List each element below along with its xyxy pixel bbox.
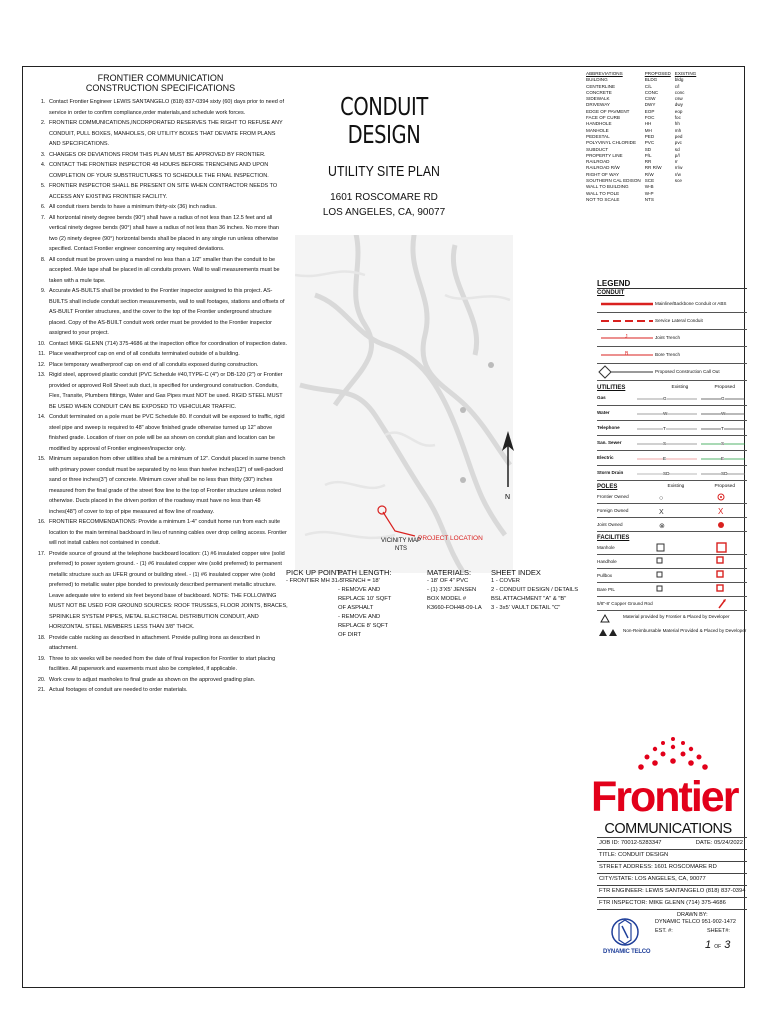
abbr-cell: BUILDING (586, 77, 608, 83)
abbr-cell: FOC (644, 115, 655, 121)
utility-proposed-code: G (721, 396, 725, 401)
abbr-cell: BLDG (644, 77, 658, 83)
abbr-cell: MH (644, 127, 652, 133)
utilities-heading: UTILITIES (597, 385, 626, 391)
pole-label: Foreign Owned (597, 508, 629, 513)
abbr-header-cell: PROPOSED (644, 71, 671, 76)
abbr-cell: sd (674, 146, 680, 152)
facility-label: Handhole (597, 559, 617, 564)
materials-line: BOX MODEL # (427, 596, 467, 602)
spec-item: 16. FRONTIER RECOMMENDATIONS: Provide a minimum 1-4" conduit home run from each suite location to the main terminal backboard in lieu of running cables over drop ceiling access. Frontier will not install cables not contained in conduit. (47, 517, 288, 549)
sheet-label: SHEET#: (707, 928, 730, 934)
pickup-line: - FRONTIER MH 31.5 (286, 578, 343, 584)
pickup-lines (286, 577, 346, 586)
spec-item: 3. CHANGES OR DEVIATIONS FROM THIS PLAN MUST BE APPROVED BY FRONTIER. (47, 150, 288, 161)
conduit-legend-row (597, 313, 747, 330)
abbr-row (586, 197, 700, 203)
abbr-cell: sce (674, 178, 682, 184)
abbr-cell (675, 197, 700, 203)
utility-proposed-code: E (721, 456, 725, 461)
path-line: - TRENCH = 18' (338, 578, 380, 584)
path-line: OF ASPHALT (338, 605, 374, 611)
sheets-line: 1 - COVER (491, 578, 520, 584)
drawing-title: TITLE: CONDUIT DESIGN (597, 850, 747, 862)
facilities-heading: FACILITIES (597, 535, 630, 541)
abbr-cell: RR R/W (644, 165, 662, 171)
abbr-cell: SUBDUCT (586, 146, 609, 152)
abbr-cell: P/L (644, 152, 652, 158)
utility-proposed-code: SD (721, 471, 728, 476)
drawn-by-block (597, 910, 747, 966)
abbr-cell: EDGE OF PAVMENT (586, 108, 630, 114)
drawing-sheet (22, 66, 745, 988)
utility-name: Storm Drain (597, 470, 624, 475)
facility-legend-row (597, 583, 747, 597)
vicinity-scale: NTS (395, 546, 407, 552)
pole-legend-row (597, 504, 747, 518)
utility-proposed-code: S (721, 441, 725, 446)
abbr-cell: R/W (644, 171, 654, 177)
utility-name: Water (597, 410, 610, 415)
svg-text:J: J (625, 334, 628, 340)
spec-item: 6. All conduit risers bends to have a minimum thirty-six (36) inch radius. (47, 202, 288, 213)
svg-text:○: ○ (659, 495, 664, 502)
abbr-cell: HANDHOLE (586, 121, 612, 127)
utility-existing-code: W (663, 411, 668, 416)
sheets-line: BSL ATTACHMENT "A" & "B" (491, 596, 567, 602)
abbr-cell: RR (644, 159, 652, 165)
abbr-cell: RAILROAD (586, 159, 610, 165)
path-line: OF DIRT (338, 632, 362, 638)
conduit-legend-label: Service Lateral Conduit (655, 318, 703, 323)
pole-label: Joint Owned (597, 522, 623, 527)
spec-item: 14. Conduit terminated on a pole must be PVC Schedule 80. If conduit will be exposed to traffic, rigid steel pipe and sweep is required to 48" above finished grade otherwise turned up 12" above finished grade. Location of riser on pole will be as shown on conduit plan and location can be modified by approval of Frontier engineer/inspector only. (47, 412, 288, 454)
path-length (338, 568, 408, 640)
job-id: JOB ID: 70012-5283347 (599, 840, 662, 846)
abbr-cell: pvc (674, 140, 682, 146)
sheet-total: 3 (724, 939, 731, 951)
abbr-cell: SCE (644, 178, 655, 184)
facility-label: Manhole (597, 545, 615, 550)
conduit-legend-label: Mainline/Backbone Conduit or ABS (655, 301, 727, 306)
abbr-cell: W-P (644, 190, 654, 196)
spec-item: 7. All horizontal ninety degree bends (90°) shall have a radius of not less than 12.5 feet and all vertical ninety degree bends (90°) shall have a radius of not less than 36 inches. No more than two (2) ninety degree (90°) horizontal bends shall be placed in any single run unless otherwise specified. Contact Frontier engineer concerning any required deviations. (47, 213, 288, 255)
sheet-index-heading: SHEET INDEX (491, 568, 541, 577)
utility-existing-code: E (663, 456, 667, 461)
utility-legend-row (597, 421, 747, 436)
abbr-cell: PEDESTAL (586, 133, 610, 139)
conduit-legend-label: Proposed Construction Call Out (655, 369, 720, 374)
utility-legend-row (597, 451, 747, 466)
frontier-dots-icon (629, 735, 719, 775)
legend-note: Material provided by Frontier & Placed by Developer (623, 614, 730, 619)
spec-item: 21. Actual footages of conduit are needed to order materials. (47, 685, 288, 696)
legend (597, 279, 747, 639)
materials-line: K3660-FOH48-09-LA (427, 605, 482, 611)
vicinity-map-caption (361, 537, 441, 553)
abbr-cell: eop (674, 108, 683, 114)
abbr-cell: PROPERTY LINE (586, 152, 623, 158)
conduit-legend-label: Joint Trench (655, 335, 681, 340)
dynamic-telco-logo-icon (607, 916, 647, 948)
specs-heading-2: CONSTRUCTION SPECIFICATIONS (85, 83, 236, 93)
dynamic-telco-wordmark: DYNAMIC TELCO (603, 949, 651, 955)
vicinity-map (295, 235, 513, 573)
abbreviations (586, 71, 746, 203)
utility-name: Telephone (597, 425, 620, 430)
construction-specifications (33, 73, 288, 696)
svg-text:⊗: ⊗ (659, 523, 665, 530)
abbr-cell: foc (674, 115, 681, 121)
drawing-date: DATE: 05/24/2022 (695, 840, 743, 846)
spec-item: 5. FRONTIER INSPECTOR SHALL BE PRESENT ON SITE WHEN CONTRACTOR NEEDS TO ACCESS ANY EXISTING FRONTIER FACILITY. (47, 181, 288, 202)
abbr-cell: r/w (674, 171, 681, 177)
utilities-existing-label: Existing (671, 385, 689, 390)
vicinity-title: VICINITY MAP (381, 538, 421, 544)
abbr-cell: WALL TO BUILDING (586, 184, 629, 190)
path-heading: PATH LENGTH: (338, 568, 392, 577)
abbreviations-table (586, 71, 700, 203)
spec-item: 2. FRONTIER COMMUNICATIONS,INCORPORATED RESERVES THE RIGHT TO REFUSE ANY CONDUIT, PULL BOXES, MANHOLES, OR UTILITY BOXES THAT DEVIATE FROM PLANS AND SPECIFICATIONS. (47, 118, 288, 150)
page-title: CONDUIT DESIGN (340, 92, 428, 149)
sheets-line: 2 - CONDUIT DESIGN / DETAILS (491, 587, 579, 593)
conduit-legend-label: Bore Trench (655, 352, 681, 357)
abbr-cell: PED (644, 133, 655, 139)
utility-proposed-code: T (721, 426, 724, 431)
utility-legend-row (597, 406, 747, 421)
communications-wordmark: COMMUNICATIONS (604, 821, 732, 837)
abbr-cell: c/l (674, 83, 680, 89)
utility-name: Gas (597, 395, 606, 400)
sheets-line: 3 - 3x5' VAULT DETAIL "C" (491, 605, 561, 611)
spec-item: 15. Minimum separation from other utilities shall be a minimum of 12". Conduit placed in same trench with primary power conduit must be separated by no less than twelve inches(12") of well-packed sand or three inches(3") of concrete. Minimum cover shall be no less than thirty (30") inches measured from the final grade of the street flow line to the top of Frontier structure unless noted otherwise. Ducts placed in the driven portion of the roadway must have no less than 48 inches(48") of cover to top of pipe measured at flow line of roadway. (47, 454, 288, 517)
project-location-label: PROJECT LOCATION (418, 535, 483, 542)
materials-heading: MATERIALS: (427, 568, 472, 577)
utilities-proposed-label: Proposed (714, 385, 735, 390)
poles-existing-label: Existing (667, 484, 685, 489)
est-label: EST. #: (655, 928, 673, 934)
pole-legend-row (597, 490, 747, 504)
spec-item: 17. Provide source of ground at the telephone backboard location: (1) #6 insulated copper wire (solid preferred) to power system ground. - (1) #6 insulated copper wire (solid preferred) to permanent metallic structure such as UFER ground or building steel. - (1) #6 insulated copper wire (solid preferred) to metallic water pipe bonded to previously described permanent metallic structure. Leave adequate wire to extend six feet beyond base of backboard. NOTE: THE FOLLOWING MUST NOT BE USED FOR GROUND SOURCES: ROOF TRUSSES, FLOOR JOINTS, BRACES, SPRINKLER SYSTEM PIPES, METAL ELECTRICAL DISTRIBUTION CONDUIT, AND HORIZONTAL STEEL MEMBERS LESS THAN 3/8" THICK. (47, 549, 288, 633)
poles-proposed-label: Proposed (714, 484, 735, 489)
legend-note-row (597, 611, 747, 625)
utility-legend-row (597, 391, 747, 406)
facility-legend-row (597, 597, 747, 611)
title-block-main (291, 93, 477, 219)
ftr-inspector: FTR INSPECTOR: MIKE GLENN (714) 375-4686 (597, 898, 747, 910)
map-graphic (295, 235, 513, 573)
abbr-cell: rr (674, 159, 678, 165)
abbr-cell: PVC (644, 140, 655, 146)
path-line: - REMOVE AND (338, 587, 381, 593)
abbr-cell: hh (674, 121, 680, 127)
pickup-heading: PICK UP POINT: (286, 568, 343, 577)
abbr-cell: MANHOLE (586, 127, 609, 133)
abbr-cell: SIDEWALK (586, 96, 610, 102)
abbr-cell: CENTERLINE (586, 83, 616, 89)
address-line-1: 1601 ROSCOMARE RD (330, 192, 438, 203)
abbr-cell: DWY (644, 102, 656, 108)
abbr-cell: CSW (644, 96, 656, 102)
city-state: CITY/STATE: LOS ANGELES, CA, 90077 (597, 874, 747, 886)
utility-legend-row (597, 436, 747, 451)
specs-heading-1: FRONTIER COMMUNICATION (97, 73, 224, 83)
poles-heading: POLES (597, 484, 618, 490)
abbr-cell: SOUTHERN CAL EDISON (586, 178, 641, 184)
abbr-cell: EOP (644, 108, 655, 114)
specs-list (33, 97, 288, 696)
abbr-header-cell: ABBREVIATIONS (586, 71, 623, 76)
spec-item: 8. All conduit must be proven using a mandrel no less than a 1/2" smaller than the conduit to be accepted. Mule tape shall be placed in all conduits proven. Wall to wall measurements must be taken with a mule tape. (47, 255, 288, 287)
conduit-legend-row (597, 347, 747, 364)
abbr-cell: W-B (644, 184, 654, 190)
path-line: REPLACE 10' SQFT (338, 596, 392, 602)
abbr-cell: CONCRETE (586, 89, 612, 95)
spec-item: 10. Contact MIKE GLENN (714) 375-4686 at the inspection office for coordination of inspection dates. (47, 339, 288, 350)
abbr-cell: POLYVINYL CHLORIDE (586, 140, 637, 146)
abbr-cell: HH (644, 121, 652, 127)
legend-note: Non-Reimbursable Material Provided & Placed by Developer (623, 628, 747, 633)
pickup-point (286, 568, 346, 586)
abbr-cell: dwy (674, 102, 683, 108)
abbr-cell: ped (674, 133, 683, 139)
address-line-2: LOS ANGELES, CA, 90077 (322, 207, 446, 218)
abbr-cell: p/l (674, 152, 680, 158)
utility-legend-row (597, 466, 747, 481)
utility-proposed-code: W (721, 411, 726, 416)
ftr-engineer: FTR ENGINEER: LEWIS SANTANGELO (818) 837-0394 (597, 886, 747, 898)
spec-item: 1. Contact Frontier Engineer LEWIS SANTANGELO (818) 837-0394 sixty (60) days prior to need of service in order to confirm compliance,order materials,and schedule work forces. (47, 97, 288, 118)
path-line: - REMOVE AND (338, 614, 381, 620)
abbr-cell: csw (674, 96, 683, 102)
utility-existing-code: G (663, 396, 667, 401)
spec-item: 13. Rigid steel, approved plastic conduit (PVC Schedule #40,TYPE-C (4") or DB-120 (2") or Frontier provided or approved Roll Sheet sub duct, is specified for underground construction. Conduits, Flex, Transite, Plumbers fittings, Water and Gas Pipes must NOT be used. RIGID STEEL MUST BE USED WHEN CONDUIT CAN BE EXPOSED TO VEHICULAR TRAFFIC. (47, 370, 288, 412)
utility-existing-code: T (663, 426, 666, 431)
drawn-by-value: DYNAMIC TELCO 951-902-1472 (655, 919, 736, 925)
abbr-cell: NTS (644, 196, 654, 202)
spec-item: 19. Three to six weeks will be needed from the date of final inspection for Frontier to start placing facilities. All paperwork and easements must also be completed, if applicable. (47, 654, 288, 675)
abbr-cell: conc (674, 89, 685, 95)
abbr-cell: bldg (674, 77, 684, 83)
spec-item: 11. Place weatherproof cap on end of all conduits terminated outside of a building. (47, 349, 288, 360)
utility-name: San. Sewer (597, 440, 622, 445)
conduit-legend-row (597, 296, 747, 313)
abbr-cell: mh (674, 127, 682, 133)
abbr-cell: rr/w (674, 165, 683, 171)
spec-item: 12. Place temporary weatherproof cap on end of all conduits exposed during construction. (47, 360, 288, 371)
spec-item: 18. Provide cable racking as described in attachment. Provide pulling irons as described in attachment. (47, 633, 288, 654)
sheet-of: OF (714, 944, 722, 950)
abbr-cell: FACE OF CURB (586, 115, 620, 121)
abbr-cell: RIGHT OF WAY (586, 171, 620, 177)
sheet-current: 1 (705, 939, 712, 951)
abbr-cell: DRIVEWAY (586, 102, 610, 108)
drawn-by-label: DRAWN BY: (677, 912, 708, 918)
north-label: N (505, 494, 511, 501)
utility-existing-code: S (663, 441, 667, 446)
spec-item: 9. Accurate AS-BUILTS shall be provided to the Frontier inspector assigned to this project. AS-BUILTS shall include conduit section measurements, wall to wall footages, stations and offsets of AS-BUILT Frontier structures, and the cover to the top of the Frontier underground structure placed. Copy of the AS-BUILT conduit work order must be provided to the Frontier inspector assigned to your project. (47, 286, 288, 339)
abbr-cell: SD (644, 146, 652, 152)
sheet-index-lines (491, 577, 586, 613)
facility-legend-row (597, 569, 747, 583)
conduit-legend-row (597, 364, 747, 381)
spec-item: 4. CONTACT THE FRONTIER INSPECTOR 48 HOURS BEFORE TRENCHING AND UPON COMPLETION OF YOUR SUBSTRUCTURES TO SCHEDULE THE FINAL INSPECTION. (47, 160, 288, 181)
facility-label: Bare PIL (597, 587, 615, 592)
materials-line: - 18' OF 4" PVC (427, 578, 469, 584)
frontier-wordmark: Frontier (591, 773, 738, 821)
spec-item: 20. Work crew to adjust manholes to final grade as shown on the approved grading plan. (47, 675, 288, 686)
facility-label: 5/8"-8' Copper Ground Rod (597, 601, 653, 606)
abbr-cell: NOT TO SCALE (586, 196, 620, 202)
materials-line: - (1) 3'X5' JENSEN (427, 587, 477, 593)
svg-text:B: B (625, 351, 629, 357)
street-address: STREET ADDRESS: 1601 ROSCOMARE RD (597, 862, 747, 874)
abbr-cell: RAILROAD R/W (586, 165, 620, 171)
conduit-legend-row (597, 330, 747, 347)
sheet-number (705, 939, 730, 951)
svg-text:X: X (718, 507, 724, 516)
job-row (597, 838, 747, 850)
north-arrow-icon (501, 431, 515, 501)
facility-legend-row (597, 541, 747, 555)
legend-heading: LEGEND (597, 279, 747, 289)
svg-text:X: X (659, 509, 664, 516)
pole-legend-row (597, 518, 747, 532)
legend-note-row (597, 625, 747, 639)
conduit-heading: CONDUIT (597, 290, 625, 296)
abbr-cell: WALL TO POLE (586, 190, 620, 196)
facility-label: Pullbox (597, 573, 613, 578)
utility-existing-code: SD (663, 471, 670, 476)
page-subtitle: UTILITY SITE PLAN (328, 163, 440, 180)
facility-legend-row (597, 555, 747, 569)
sheet-index (491, 568, 586, 613)
abbr-cell: CONC (644, 89, 659, 95)
abbr-cell: C/L (644, 83, 652, 89)
abbr-header-cell: EXISTING (674, 71, 697, 76)
path-lines (338, 577, 408, 640)
drawing-title-block (597, 837, 747, 966)
path-line: REPLACE 8' SQFT (338, 623, 389, 629)
pole-label: Frontier Owned (597, 494, 629, 499)
utility-name: Electric (597, 455, 614, 460)
